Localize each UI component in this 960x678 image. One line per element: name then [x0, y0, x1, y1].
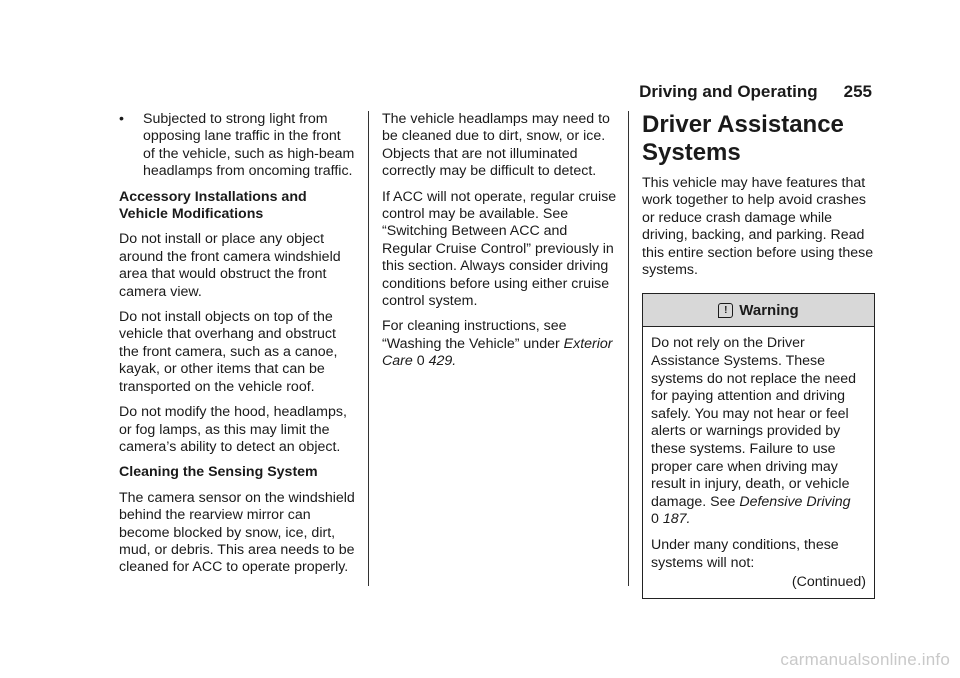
warning-box	[642, 293, 875, 598]
cross-reference-link[interactable]: Defensive Driving	[739, 493, 851, 510]
page-ref-number[interactable]: 187	[662, 511, 687, 528]
warning-body	[643, 327, 874, 597]
bullet-mark: •	[119, 111, 124, 127]
page-ref-number[interactable]: 429	[428, 353, 453, 370]
column-1	[119, 111, 355, 585]
section-heading: Driver Assistance Systems	[642, 111, 844, 166]
punctuation: .	[452, 353, 457, 370]
paragraph: The camera sensor on the windshield behind the rearview mirror can become blocked by snow, ice, dirt, mud, or debris. This area needs to be cleaned for ACC to operate properly.	[119, 489, 355, 576]
paragraph: Under many conditions, these systems will not:	[651, 536, 839, 571]
column-3	[642, 111, 875, 599]
running-header	[639, 82, 872, 102]
paragraph: If ACC will not operate, regular cruise control may be available. See “Switching Between ACC and Regular Cruise Control” previously in this section. Always consider driving conditions before using either cruise control system.	[382, 188, 617, 310]
paragraph: Do not modify the hood, headlamps, or fog lamps, as this may limit the camera’s ability to detect an object.	[119, 404, 347, 455]
paragraph-text: Do not rely on the Driver Assistance Systems. These systems do not replace the need for paying attention and driving safely. You may not hear or feel alerts or warnings provided by these systems. Failure to use proper care when driving may result in injury, death, or vehicle damage. See	[651, 335, 857, 510]
column-divider-right	[628, 111, 629, 586]
warning-label: Warning	[739, 301, 799, 319]
paragraph: This vehicle may have features that work together to help avoid crashes or reduce crash damage while driving, backing, and parking. Read this entire section before using these systems.	[642, 175, 874, 279]
paragraph	[651, 335, 866, 529]
page-number: 255	[843, 82, 872, 101]
paragraph: Do not install or place any object around the front camera windshield area that would obstruct the front camera view.	[119, 231, 341, 300]
page-ref-arrow-icon: 0	[416, 353, 425, 370]
page-ref-arrow-icon: 0	[651, 511, 659, 528]
paragraph	[382, 318, 618, 370]
punctuation: .	[686, 511, 691, 528]
section-title: Driving and Operating	[639, 82, 818, 101]
warning-header	[643, 294, 874, 327]
paragraph-text: For cleaning instructions, see “Washing the Vehicle” under	[382, 318, 567, 352]
continued-note: (Continued)	[791, 574, 866, 591]
list-item	[119, 111, 355, 181]
bullet-text: Subjected to strong light from opposing lane traffic in the front of the vehicle, such as high-beam headlamps from oncoming traffic.	[143, 111, 355, 180]
column-divider-left	[368, 111, 369, 586]
warning-icon: !	[718, 303, 733, 318]
paragraph: The vehicle headlamps may need to be cleaned due to dirt, snow, or ice. Objects that are not illuminated correctly may be difficult to detect.	[382, 111, 610, 180]
column-2	[382, 111, 618, 379]
cross-reference-link[interactable]: Exterior Care	[382, 335, 613, 370]
subheading-accessory: Accessory Installations and Vehicle Modifications	[119, 188, 307, 223]
watermark: carmanualsonline.info	[780, 650, 950, 669]
paragraph: Do not install objects on top of the vehicle that overhang and obstruct the front camera, such as a canoe, kayak, or other items that can be transported on the vehicle roof.	[119, 309, 338, 395]
subheading-cleaning: Cleaning the Sensing System	[119, 464, 318, 481]
